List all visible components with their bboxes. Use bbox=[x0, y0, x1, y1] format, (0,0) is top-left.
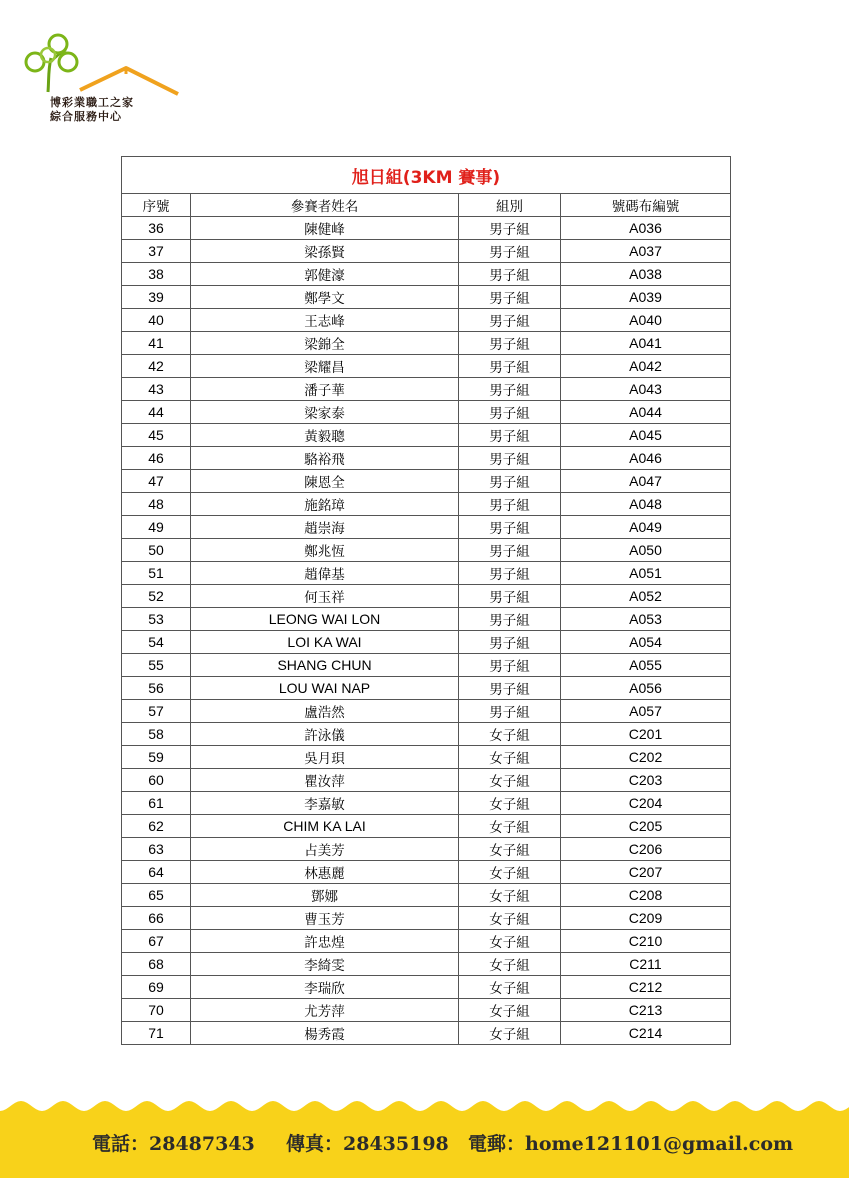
cell-number: 62 bbox=[122, 815, 191, 838]
cell-bib-number: A044 bbox=[561, 401, 731, 424]
cell-bib-number: C214 bbox=[561, 1022, 731, 1045]
cell-participant-name: 瞿汝萍 bbox=[191, 769, 459, 792]
cell-number: 51 bbox=[122, 562, 191, 585]
cell-group: 男子組 bbox=[459, 493, 561, 516]
table-row bbox=[122, 355, 731, 378]
cell-number: 70 bbox=[122, 999, 191, 1022]
table-row bbox=[122, 516, 731, 539]
cell-group: 男子組 bbox=[459, 654, 561, 677]
cell-participant-name: LOI KA WAI bbox=[191, 631, 459, 654]
cell-number: 45 bbox=[122, 424, 191, 447]
table-row bbox=[122, 286, 731, 309]
cell-bib-number: A045 bbox=[561, 424, 731, 447]
cell-group: 女子組 bbox=[459, 861, 561, 884]
cell-group: 女子組 bbox=[459, 907, 561, 930]
cell-group: 男子組 bbox=[459, 608, 561, 631]
cell-participant-name: 陳健峰 bbox=[191, 217, 459, 240]
cell-number: 65 bbox=[122, 884, 191, 907]
cell-group: 女子組 bbox=[459, 976, 561, 999]
cell-bib-number: A047 bbox=[561, 470, 731, 493]
cell-bib-number: C201 bbox=[561, 723, 731, 746]
cell-group: 女子組 bbox=[459, 1022, 561, 1045]
cell-bib-number: A054 bbox=[561, 631, 731, 654]
cell-participant-name: 李瑞欣 bbox=[191, 976, 459, 999]
cell-participant-name: 李綺雯 bbox=[191, 953, 459, 976]
cell-number: 43 bbox=[122, 378, 191, 401]
cell-bib-number: A053 bbox=[561, 608, 731, 631]
contact-phone: 電話：28487343 bbox=[92, 1133, 255, 1155]
table-row bbox=[122, 792, 731, 815]
cell-group: 男子組 bbox=[459, 585, 561, 608]
cell-participant-name: 楊秀霞 bbox=[191, 1022, 459, 1045]
cell-bib-number: C212 bbox=[561, 976, 731, 999]
cell-number: 60 bbox=[122, 769, 191, 792]
cell-group: 男子組 bbox=[459, 355, 561, 378]
cell-bib-number: C204 bbox=[561, 792, 731, 815]
participant-table bbox=[121, 156, 731, 1045]
cell-group: 女子組 bbox=[459, 884, 561, 907]
table-row bbox=[122, 700, 731, 723]
cell-number: 54 bbox=[122, 631, 191, 654]
cell-participant-name: 王志峰 bbox=[191, 309, 459, 332]
cell-bib-number: C207 bbox=[561, 861, 731, 884]
cell-group: 男子組 bbox=[459, 286, 561, 309]
table-row bbox=[122, 884, 731, 907]
cell-bib-number: A050 bbox=[561, 539, 731, 562]
cell-number: 44 bbox=[122, 401, 191, 424]
table-row bbox=[122, 447, 731, 470]
org-name-line1: 博彩業職工之家 bbox=[50, 96, 134, 109]
table-row bbox=[122, 263, 731, 286]
cell-group: 男子組 bbox=[459, 516, 561, 539]
cell-participant-name: 駱裕飛 bbox=[191, 447, 459, 470]
cell-bib-number: A039 bbox=[561, 286, 731, 309]
cell-participant-name: 鄭學文 bbox=[191, 286, 459, 309]
cell-group: 男子組 bbox=[459, 562, 561, 585]
table-row bbox=[122, 470, 731, 493]
cell-bib-number: C209 bbox=[561, 907, 731, 930]
cell-group: 女子組 bbox=[459, 930, 561, 953]
cell-bib-number: A041 bbox=[561, 332, 731, 355]
table-row bbox=[122, 999, 731, 1022]
cell-participant-name: SHANG CHUN bbox=[191, 654, 459, 677]
cell-number: 55 bbox=[122, 654, 191, 677]
cell-bib-number: A056 bbox=[561, 677, 731, 700]
table-row bbox=[122, 907, 731, 930]
cell-participant-name: 趙崇海 bbox=[191, 516, 459, 539]
cell-number: 68 bbox=[122, 953, 191, 976]
contact-email[interactable]: 電郵：home121101@gmail.com bbox=[468, 1133, 794, 1155]
cell-number: 37 bbox=[122, 240, 191, 263]
cell-bib-number: A057 bbox=[561, 700, 731, 723]
cell-bib-number: C205 bbox=[561, 815, 731, 838]
table-row bbox=[122, 1022, 731, 1045]
cell-participant-name: 梁耀昌 bbox=[191, 355, 459, 378]
table-row bbox=[122, 815, 731, 838]
cell-number: 49 bbox=[122, 516, 191, 539]
table-row bbox=[122, 930, 731, 953]
table-row bbox=[122, 723, 731, 746]
cell-number: 41 bbox=[122, 332, 191, 355]
cell-number: 40 bbox=[122, 309, 191, 332]
table-row bbox=[122, 654, 731, 677]
cell-bib-number: A046 bbox=[561, 447, 731, 470]
column-header-bib: 號碼布編號 bbox=[561, 194, 731, 217]
column-header-number: 序號 bbox=[122, 194, 191, 217]
cell-bib-number: A049 bbox=[561, 516, 731, 539]
cell-participant-name: 許忠煌 bbox=[191, 930, 459, 953]
cell-participant-name: 吳月珼 bbox=[191, 746, 459, 769]
cell-number: 47 bbox=[122, 470, 191, 493]
cell-participant-name: 尤芳萍 bbox=[191, 999, 459, 1022]
cell-group: 男子組 bbox=[459, 309, 561, 332]
table-row bbox=[122, 332, 731, 355]
cell-number: 63 bbox=[122, 838, 191, 861]
cell-bib-number: A040 bbox=[561, 309, 731, 332]
cell-participant-name: CHIM KA LAI bbox=[191, 815, 459, 838]
cell-bib-number: C211 bbox=[561, 953, 731, 976]
cell-group: 女子組 bbox=[459, 723, 561, 746]
column-header-group: 組別 bbox=[459, 194, 561, 217]
table-row bbox=[122, 493, 731, 516]
table-row bbox=[122, 309, 731, 332]
cell-bib-number: C203 bbox=[561, 769, 731, 792]
cell-participant-name: LEONG WAI LON bbox=[191, 608, 459, 631]
cell-number: 71 bbox=[122, 1022, 191, 1045]
column-header-name: 參賽者姓名 bbox=[191, 194, 459, 217]
cell-bib-number: A051 bbox=[561, 562, 731, 585]
cell-number: 66 bbox=[122, 907, 191, 930]
cell-group: 女子組 bbox=[459, 815, 561, 838]
table-row bbox=[122, 585, 731, 608]
cell-participant-name: 趙偉基 bbox=[191, 562, 459, 585]
cell-number: 56 bbox=[122, 677, 191, 700]
cell-group: 男子組 bbox=[459, 378, 561, 401]
cell-number: 61 bbox=[122, 792, 191, 815]
contact-fax: 傳真：28435198 bbox=[286, 1133, 449, 1155]
cell-participant-name: 曹玉芳 bbox=[191, 907, 459, 930]
cell-participant-name: 梁錦全 bbox=[191, 332, 459, 355]
cell-group: 男子組 bbox=[459, 332, 561, 355]
cell-number: 67 bbox=[122, 930, 191, 953]
cell-number: 53 bbox=[122, 608, 191, 631]
cell-group: 女子組 bbox=[459, 953, 561, 976]
cell-bib-number: A038 bbox=[561, 263, 731, 286]
table-row bbox=[122, 746, 731, 769]
cell-group: 男子組 bbox=[459, 677, 561, 700]
table-row bbox=[122, 861, 731, 884]
org-logo bbox=[18, 28, 188, 128]
cell-number: 57 bbox=[122, 700, 191, 723]
cell-number: 39 bbox=[122, 286, 191, 309]
cell-number: 38 bbox=[122, 263, 191, 286]
cell-participant-name: 鄧娜 bbox=[191, 884, 459, 907]
cell-number: 48 bbox=[122, 493, 191, 516]
cell-bib-number: C208 bbox=[561, 884, 731, 907]
table-row bbox=[122, 953, 731, 976]
cell-participant-name: 施銘璋 bbox=[191, 493, 459, 516]
cell-group: 男子組 bbox=[459, 401, 561, 424]
cell-number: 58 bbox=[122, 723, 191, 746]
cell-participant-name: 郭健濠 bbox=[191, 263, 459, 286]
cell-bib-number: C202 bbox=[561, 746, 731, 769]
cell-group: 男子組 bbox=[459, 470, 561, 493]
cell-participant-name: 鄭兆恆 bbox=[191, 539, 459, 562]
cell-bib-number: A048 bbox=[561, 493, 731, 516]
cell-group: 女子組 bbox=[459, 746, 561, 769]
table-header-row bbox=[122, 194, 731, 217]
cell-participant-name: 黃毅聰 bbox=[191, 424, 459, 447]
cell-group: 男子組 bbox=[459, 539, 561, 562]
org-name-line2: 綜合服務中心 bbox=[50, 110, 122, 123]
cell-bib-number: C213 bbox=[561, 999, 731, 1022]
table-row bbox=[122, 539, 731, 562]
cell-participant-name: 梁孫賢 bbox=[191, 240, 459, 263]
cell-number: 69 bbox=[122, 976, 191, 999]
table-row bbox=[122, 677, 731, 700]
cell-participant-name: 李嘉敏 bbox=[191, 792, 459, 815]
table-row bbox=[122, 838, 731, 861]
table-row bbox=[122, 562, 731, 585]
cell-number: 52 bbox=[122, 585, 191, 608]
cell-group: 女子組 bbox=[459, 769, 561, 792]
cell-participant-name: 陳恩全 bbox=[191, 470, 459, 493]
table-row bbox=[122, 608, 731, 631]
cell-bib-number: A055 bbox=[561, 654, 731, 677]
cell-group: 女子組 bbox=[459, 999, 561, 1022]
cell-group: 男子組 bbox=[459, 217, 561, 240]
cell-bib-number: C206 bbox=[561, 838, 731, 861]
cell-participant-name: 盧浩然 bbox=[191, 700, 459, 723]
cell-participant-name: 梁家泰 bbox=[191, 401, 459, 424]
cell-number: 64 bbox=[122, 861, 191, 884]
cell-participant-name: LOU WAI NAP bbox=[191, 677, 459, 700]
cell-number: 42 bbox=[122, 355, 191, 378]
cell-number: 59 bbox=[122, 746, 191, 769]
cell-group: 女子組 bbox=[459, 838, 561, 861]
cell-bib-number: A042 bbox=[561, 355, 731, 378]
cell-group: 男子組 bbox=[459, 631, 561, 654]
table-row bbox=[122, 378, 731, 401]
cell-bib-number: A043 bbox=[561, 378, 731, 401]
cell-group: 男子組 bbox=[459, 700, 561, 723]
table-body bbox=[122, 217, 731, 1045]
cell-bib-number: A037 bbox=[561, 240, 731, 263]
cell-group: 男子組 bbox=[459, 447, 561, 470]
table-row bbox=[122, 631, 731, 654]
cell-bib-number: A052 bbox=[561, 585, 731, 608]
cell-bib-number: A036 bbox=[561, 217, 731, 240]
cell-group: 男子組 bbox=[459, 263, 561, 286]
table-row bbox=[122, 401, 731, 424]
table-title: 旭日組(3KM 賽事) bbox=[122, 157, 731, 194]
table-row bbox=[122, 240, 731, 263]
table-row bbox=[122, 769, 731, 792]
cell-bib-number: C210 bbox=[561, 930, 731, 953]
cell-group: 男子組 bbox=[459, 424, 561, 447]
table-row bbox=[122, 217, 731, 240]
cell-participant-name: 潘子華 bbox=[191, 378, 459, 401]
cell-group: 男子組 bbox=[459, 240, 561, 263]
cell-group: 女子組 bbox=[459, 792, 561, 815]
table-row bbox=[122, 424, 731, 447]
cell-participant-name: 林惠麗 bbox=[191, 861, 459, 884]
cell-number: 50 bbox=[122, 539, 191, 562]
cell-participant-name: 何玉祥 bbox=[191, 585, 459, 608]
cell-number: 36 bbox=[122, 217, 191, 240]
table-row bbox=[122, 976, 731, 999]
cell-participant-name: 許泳儀 bbox=[191, 723, 459, 746]
cell-number: 46 bbox=[122, 447, 191, 470]
cell-participant-name: 占美芳 bbox=[191, 838, 459, 861]
